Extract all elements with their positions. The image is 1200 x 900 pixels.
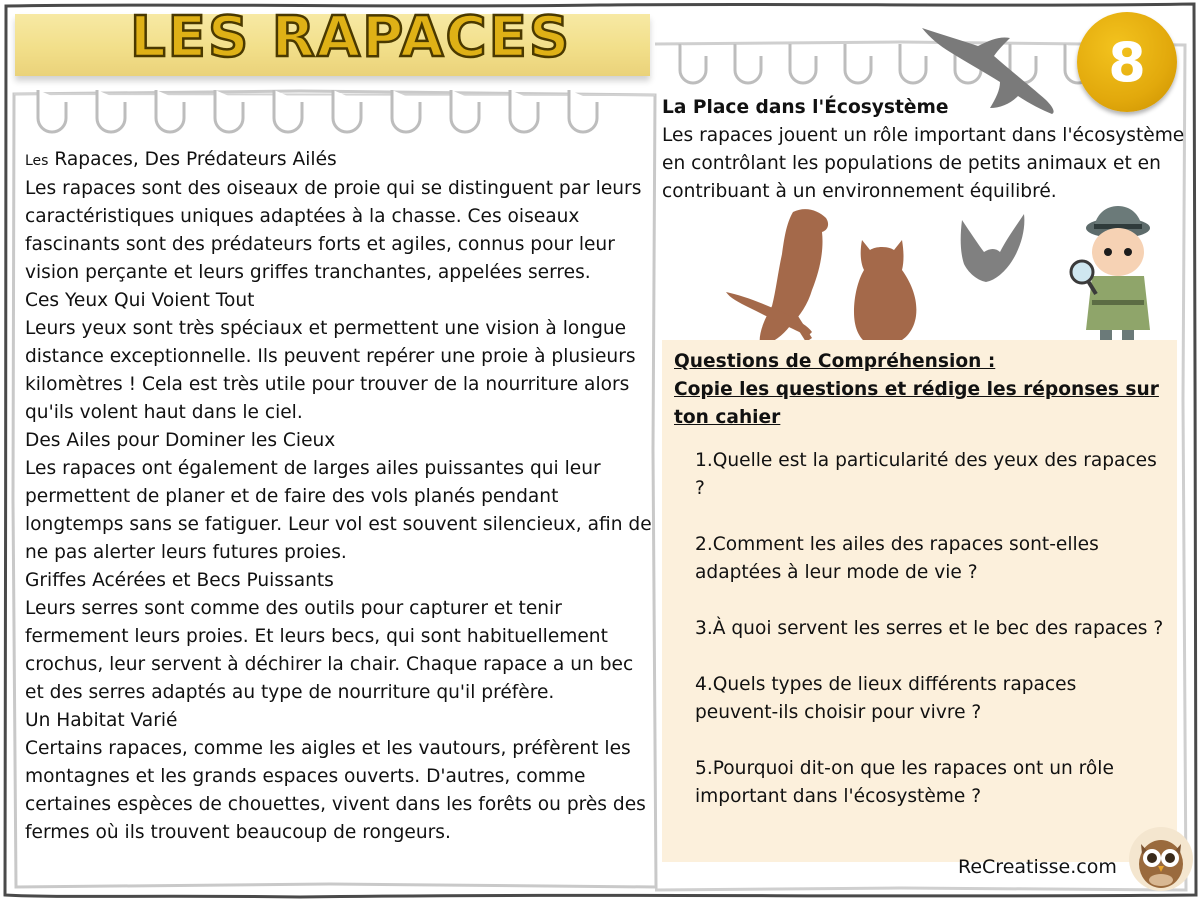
questions-list — [695, 447, 1165, 839]
detective-mascot-icon — [1071, 206, 1150, 357]
question-item: 5.Pourquoi dit-on que les rapaces ont un rôle important dans l'écosystème ? — [695, 758, 1114, 807]
section-heading-claws: Griffes Acérées et Becs Puissants — [25, 570, 334, 591]
intro-paragraph: Les rapaces sont des oiseaux de proie qui se distinguent par leurs caractéristiques uniques adaptées à la chasse. Ces oiseaux fascinants sont des prédateurs forts et agiles, connus pour leur vision perçante et leurs griffes tranchantes, appelées serres. — [25, 178, 642, 283]
intro-heading-rest: Rapaces, Des Prédateurs Ailés — [48, 149, 337, 170]
question-item: 3.À quoi servent les serres et le bec des rapaces ? — [695, 618, 1164, 639]
owl-silhouette-icon — [854, 240, 916, 344]
page-title: LES RAPACES — [130, 5, 572, 70]
question-item: 1.Quelle est la particularité des yeux des rapaces ? — [695, 450, 1157, 499]
ecosystem-paragraph: Les rapaces jouent un rôle important dans l'écosystème en contrôlant les populations de petits animaux et en contribuant à un environnement équilibré. — [662, 125, 1185, 202]
questions-heading: Questions de Compréhension : — [674, 351, 996, 372]
section-heading-habitat: Un Habitat Varié — [25, 710, 178, 731]
section-paragraph-eyes: Leurs yeux sont très spéciaux et permettent une vision à longue distance exceptionnelle. Ils peuvent repérer une proie à plusieurs kilomètres ! Cela est très utile pour trouver de la nourriture alors qu'ils volent haut dans le ciel. — [25, 318, 636, 423]
flying-owl-silhouette-icon — [961, 214, 1025, 282]
left-ring-binder — [38, 90, 597, 132]
questions-box — [662, 340, 1177, 862]
section-paragraph-habitat: Certains rapaces, comme les aigles et les vautours, préfèrent les montagnes et les grands espaces ouverts. D'autres, comme certaines espèces de chouettes, vivent dans les forêts ou près des fermes où ils trouvent beaucoup de rongeurs. — [25, 738, 646, 843]
ecosystem-section — [662, 94, 1187, 206]
site-credit: ReCreatisse.com — [958, 856, 1117, 878]
intro-heading — [25, 146, 653, 175]
questions-instruction: Copie les questions et rédige les réponses sur ton cahier — [674, 379, 1159, 428]
questions-header — [674, 348, 1174, 432]
section-heading-wings: Des Ailes pour Dominer les Cieux — [25, 430, 336, 451]
section-paragraph-wings: Les rapaces ont également de larges ailes puissantes qui leur permettent de planer et de faire des vols planés pendant longtemps sans se fatiguer. Leur vol est souvent silencieux, afin de ne pas alerter leurs futures proies. — [25, 458, 652, 563]
question-item: 2.Comment les ailes des rapaces sont-elles adaptées à leur mode de vie ? — [695, 534, 1099, 583]
right-ring-binder — [680, 44, 1091, 83]
owl-logo-icon — [1128, 826, 1194, 892]
question-item: 4.Quels types de lieux différents rapaces peuvent-ils choisir pour vivre ? — [695, 674, 1077, 723]
intro-heading-lead: Les — [25, 153, 49, 169]
lesson-number: 8 — [1108, 30, 1146, 94]
main-article — [25, 146, 653, 847]
hawk-silhouette-icon — [726, 209, 828, 346]
ecosystem-heading: La Place dans l'Écosystème — [662, 97, 949, 118]
section-heading-eyes: Ces Yeux Qui Voient Tout — [25, 290, 255, 311]
section-paragraph-claws: Leurs serres sont comme des outils pour capturer et tenir fermement leurs proies. Et leurs becs, qui sont habituellement crochus, leur servent à déchirer la chair. Chaque rapace a un bec et des serres adaptés au type de nourriture qu'il préfère. — [25, 598, 634, 703]
